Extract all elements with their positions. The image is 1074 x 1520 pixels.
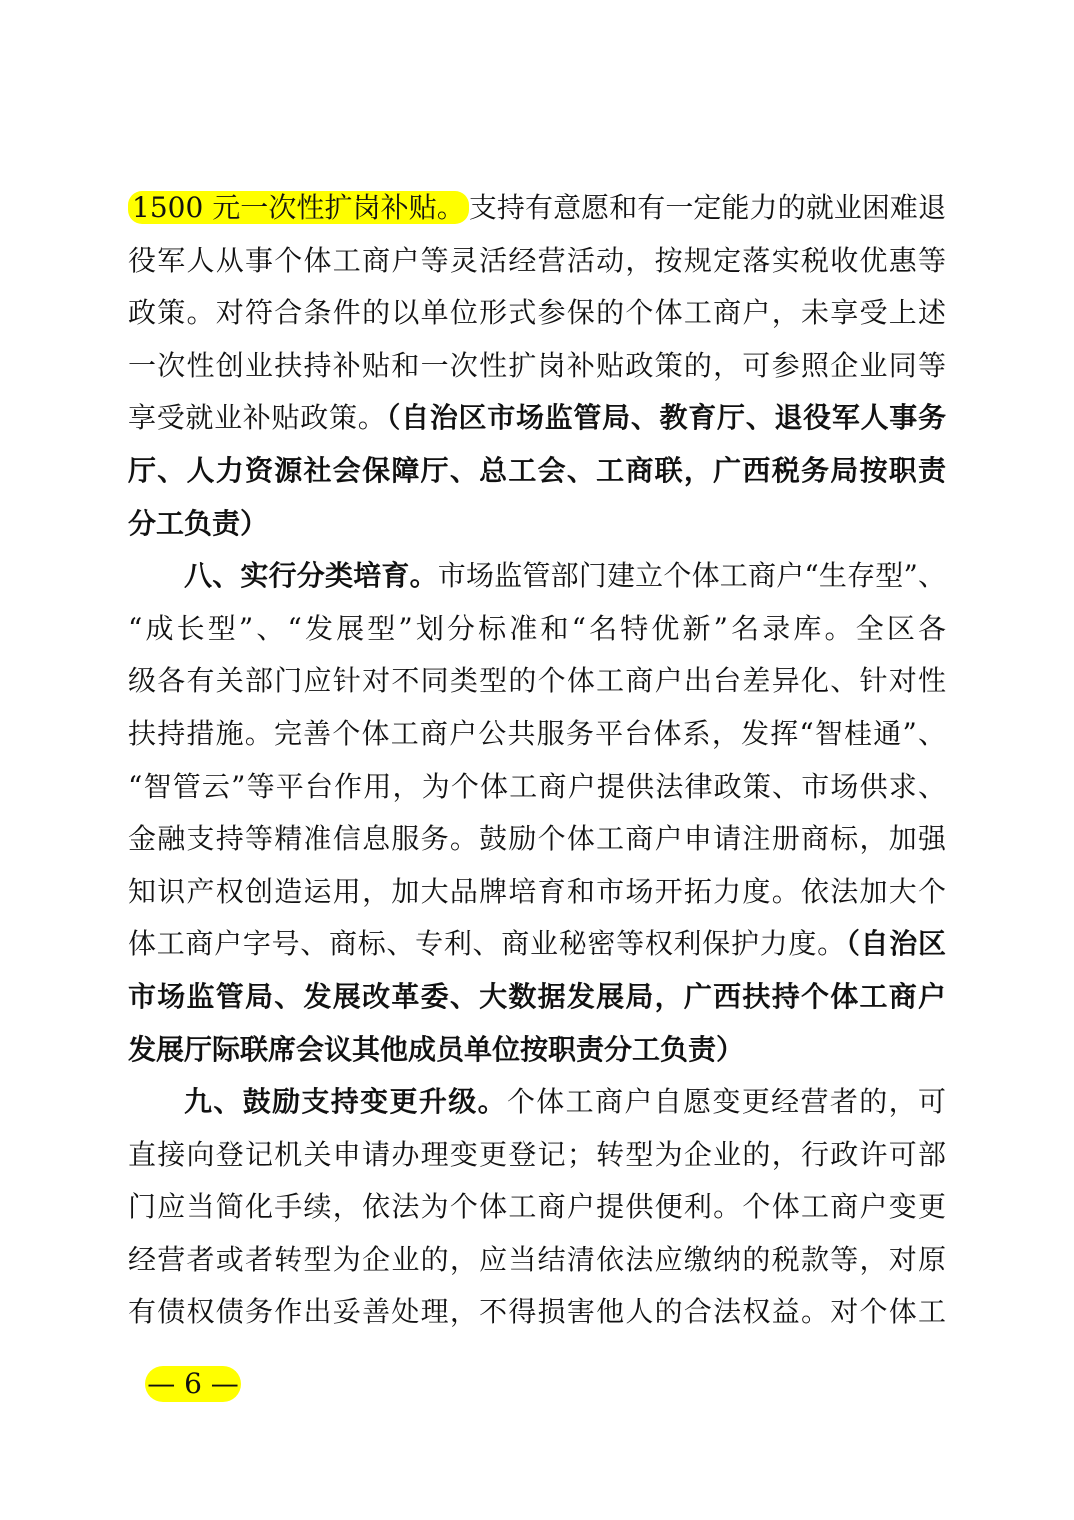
text-segment: 享受就业补贴政策。	[128, 401, 387, 435]
text-segment: 金融支持等精准信息服务。鼓励个体工商户申请注册商标，加强	[128, 822, 946, 856]
text-line	[128, 392, 946, 445]
text-segment: 知识产权创造运用，加大品牌培育和市场开拓力度。依法加大个	[128, 874, 946, 908]
text-segment: 市场监管部门建立个体工商户“生存型”、	[437, 559, 946, 593]
text-line	[128, 655, 946, 708]
text-line	[128, 182, 946, 235]
text-line	[128, 498, 946, 551]
text-segment: “智管云”等平台作用，为个体工商户提供法律政策、市场供求、	[128, 769, 946, 803]
text-line	[128, 918, 946, 971]
text-line	[128, 1181, 946, 1234]
text-line	[128, 971, 946, 1024]
text-segment: 直接向登记机关申请办理变更登记；转型为企业的，行政许可部	[128, 1137, 946, 1171]
text-segment: 有债权债务作出妥善处理，不得损害他人的合法权益。对个体工	[128, 1295, 946, 1329]
responsible-units: （自治区市场监管局、教育厅、退役军人事务	[386, 401, 946, 435]
section-heading: 九、鼓励支持变更升级。	[184, 1085, 507, 1119]
text-line	[128, 445, 946, 498]
text-segment: 一次性创业扶持补贴和一次性扩岗补贴政策的，可参照企业同等	[128, 348, 946, 382]
text-line	[128, 1076, 946, 1129]
text-segment: 级各有关部门应针对不同类型的个体工商户出台差异化、针对性	[128, 664, 946, 698]
text-line	[128, 340, 946, 393]
text-line	[128, 1286, 946, 1339]
highlighted-text: 1500 元一次性扩岗补贴。	[128, 191, 469, 224]
text-segment: 经营者或者转型为企业的，应当结清依法应缴纳的税款等，对原	[128, 1242, 946, 1276]
text-line	[128, 708, 946, 761]
responsible-units: 厅、人力资源社会保障厅、总工会、工商联，广西税务局按职责	[128, 453, 946, 487]
text-segment: 门应当简化手续，依法为个体工商户提供便利。个体工商户变更	[128, 1190, 946, 1224]
page-number: — 6 —	[145, 1366, 241, 1402]
text-line	[128, 1024, 946, 1077]
responsible-units: （自治区	[845, 927, 946, 961]
section-heading: 八、实行分类培育。	[184, 559, 438, 593]
responsible-units: 分工负责）	[128, 506, 269, 540]
text-segment: 支持有意愿和有一定能力的就业困难退	[468, 191, 946, 224]
text-segment: “成长型”、“发展型”划分标准和“名特优新”名录库。全区各	[128, 611, 946, 645]
responsible-units: 发展厅际联席会议其他成员单位按职责分工负责）	[128, 1032, 745, 1066]
text-line	[128, 866, 946, 919]
text-segment: 扶持措施。完善个体工商户公共服务平台体系，发挥“智桂通”、	[128, 716, 946, 750]
text-line	[128, 550, 946, 603]
text-segment: 役军人从事个体工商户等灵活经营活动，按规定落实税收优惠等	[128, 243, 946, 277]
text-line	[128, 761, 946, 814]
body-text	[128, 182, 946, 1339]
text-line	[128, 813, 946, 866]
text-line	[128, 235, 946, 288]
text-line	[128, 603, 946, 656]
text-line	[128, 1234, 946, 1287]
text-segment: 体工商户字号、商标、专利、商业秘密等权利保护力度。	[128, 927, 846, 961]
text-segment: 个体工商户自愿变更经营者的，可	[506, 1085, 946, 1119]
text-line	[128, 287, 946, 340]
text-line	[128, 1129, 946, 1182]
text-segment: 政策。对符合条件的以单位形式参保的个体工商户，未享受上述	[128, 296, 946, 330]
responsible-units: 市场监管局、发展改革委、大数据发展局，广西扶持个体工商户	[128, 979, 946, 1013]
